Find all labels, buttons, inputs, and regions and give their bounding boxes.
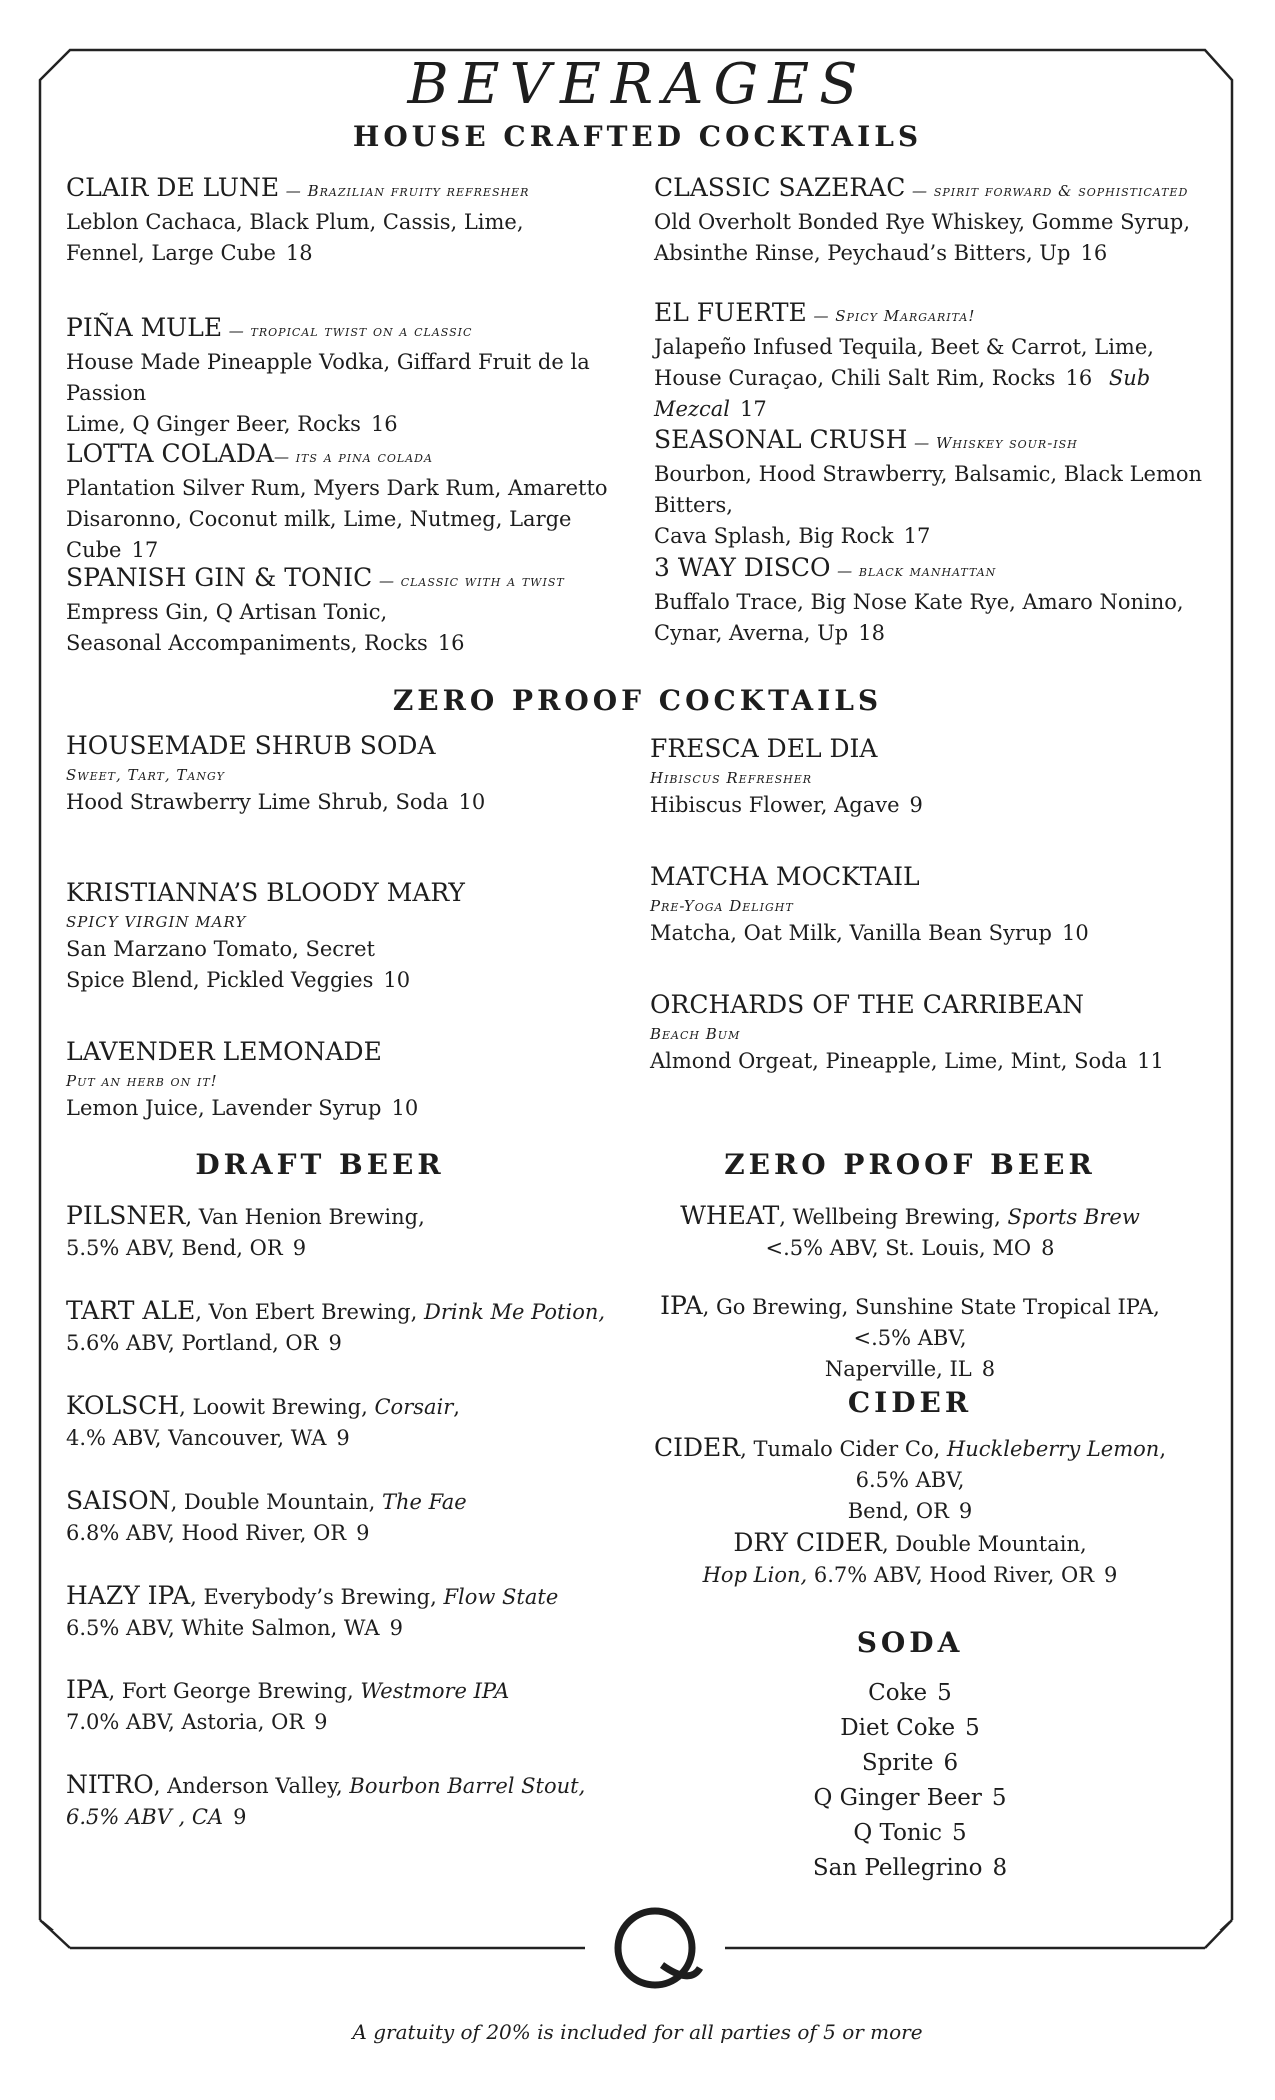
soda-item: Coke 5 xyxy=(868,1680,952,1706)
draft-hazy-ipa: HAZY IPA, Everybody’s Brewing, Flow State 6.5% ABV, White Salmon, WA 9 xyxy=(66,1581,559,1640)
soda-item: Sprite 6 xyxy=(861,1750,959,1776)
cocktail-seasonal-crush: SEASONAL CRUSH — Whiskey sour-ish Bourbon, Hood Strawberry, Balsamic, Black Lemon Bitters, Cava Splash, Big Rock 17 xyxy=(654,425,1203,548)
zero-cocktail-matcha-mocktail: MATCHA MOCKTAIL Pre-Yoga Delight Matcha, Oat Milk, Vanilla Bean Syrup 10 xyxy=(650,862,1089,945)
draft-tart-ale: TART ALE, Von Ebert Brewing, Drink Me Potion, 5.6% ABV, Portland, OR 9 xyxy=(66,1296,606,1355)
draft-kolsch: KOLSCH, Loowit Brewing, Corsair, 4.% ABV, Vancouver, WA 9 xyxy=(66,1391,460,1450)
section-heading-draft-beer: DRAFT BEER xyxy=(195,1148,445,1181)
cocktail-classic-sazerac: CLASSIC SAZERAC — spirit forward & sophisticated Old Overholt Bonded Rye Whiskey, Gomme Syrup, Absinthe Rinse, Peychaud’s Bitters, Up 16 xyxy=(654,173,1191,265)
section-heading-cocktails: HOUSE CRAFTED COCKTAILS xyxy=(352,120,923,153)
soda-item: Diet Coke 5 xyxy=(840,1715,980,1741)
cocktail-pina-mule: PIÑA MULE — tropical twist on a classic House Made Pineapple Vodka, Giffard Fruit de la Passion Lime, Q Ginger Beer, Rocks 16 xyxy=(66,313,590,436)
section-heading-cider: CIDER xyxy=(847,1386,973,1419)
section-heading-soda: SODA xyxy=(856,1626,964,1659)
draft-nitro: NITRO, Anderson Valley, Bourbon Barrel Stout, 6.5% ABV , CA 9 xyxy=(66,1770,586,1829)
q-logo xyxy=(610,1911,700,1985)
page-title: BEVERAGES xyxy=(407,52,868,117)
section-heading-zero-beer: ZERO PROOF BEER xyxy=(724,1148,1096,1181)
zero-beer-wheat: WHEAT, Wellbeing Brewing, Sports Brew <.5% ABV, St. Louis, MO 8 xyxy=(680,1201,1140,1260)
draft-saison: SAISON, Double Mountain, The Fae 6.8% ABV, Hood River, OR 9 xyxy=(66,1486,467,1545)
draft-pilsner: PILSNER, Van Henion Brewing, 5.5% ABV, Bend, OR 9 xyxy=(66,1201,425,1260)
soda-item: Q Ginger Beer 5 xyxy=(813,1785,1007,1811)
cider-dry-cider: DRY CIDER, Double Mountain, Hop Lion, 6.7% ABV, Hood River, OR 9 xyxy=(702,1528,1118,1587)
zero-cocktail-orchards: ORCHARDS OF THE CARRIBEAN Beach Bum Almond Orgeat, Pineapple, Lime, Mint, Soda 11 xyxy=(650,990,1164,1073)
cocktail-spanish-gin-tonic: SPANISH GIN & TONIC — classic with a twist Empress Gin, Q Artisan Tonic, Seasonal Accompaniments, Rocks 16 xyxy=(66,563,565,655)
zero-cocktail-shrub-soda: HOUSEMADE SHRUB SODA Sweet, Tart, Tangy Hood Strawberry Lime Shrub, Soda 10 xyxy=(66,731,486,814)
cocktail-el-fuerte: EL FUERTE — Spicy Margarita! Jalapeño Infused Tequila, Beet & Carrot, Lime, House Curaçao, Chili Salt Rim, Rocks 16 Sub Mezcal 17 xyxy=(654,298,1154,421)
zero-beer-ipa: IPA, Go Brewing, Sunshine State Tropical IPA, <.5% ABV, Naperville, IL 8 xyxy=(660,1291,1160,1381)
cocktail-lotta-colada: LOTTA COLADA— its a pina colada Plantation Silver Rum, Myers Dark Rum, Amaretto Disaronno, Coconut milk, Lime, Nutmeg, Large Cube 17 xyxy=(66,439,608,562)
cocktail-clair-de-lune: CLAIR DE LUNE — Brazilian fruity refresher Leblon Cachaca, Black Plum, Cassis, Lime, Fennel, Large Cube 18 xyxy=(66,173,530,265)
gratuity-note: A gratuity of 20% is included for all parties of 5 or more xyxy=(352,2020,923,2044)
zero-cocktail-bloody-mary: KRISTIANNA’S BLOODY MARY SPICY VIRGIN MARY San Marzano Tomato, Secret Spice Blend, Pickled Veggies 10 xyxy=(66,878,465,992)
soda-item: San Pellegrino 8 xyxy=(812,1855,1008,1881)
zero-cocktail-lavender-lemonade: LAVENDER LEMONADE Put an herb on it! Lemon Juice, Lavender Syrup 10 xyxy=(66,1037,419,1120)
cider-tumalo: CIDER, Tumalo Cider Co, Huckleberry Lemon, 6.5% ABV, Bend, OR 9 xyxy=(653,1433,1167,1523)
soda-item: Q Tonic 5 xyxy=(853,1820,967,1846)
zero-cocktail-fresca-del-dia: FRESCA DEL DIA Hibiscus Refresher Hibiscus Flower, Agave 9 xyxy=(650,734,923,817)
cocktail-3-way-disco: 3 WAY DISCO — black manhattan Buffalo Trace, Big Nose Kate Rye, Amaro Nonino, Cynar, Averna, Up 18 xyxy=(654,553,1184,645)
draft-ipa: IPA, Fort George Brewing, Westmore IPA 7.0% ABV, Astoria, OR 9 xyxy=(66,1675,510,1734)
soda-list xyxy=(690,1676,1130,1886)
section-heading-zero-cocktails: ZERO PROOF COCKTAILS xyxy=(392,684,883,717)
